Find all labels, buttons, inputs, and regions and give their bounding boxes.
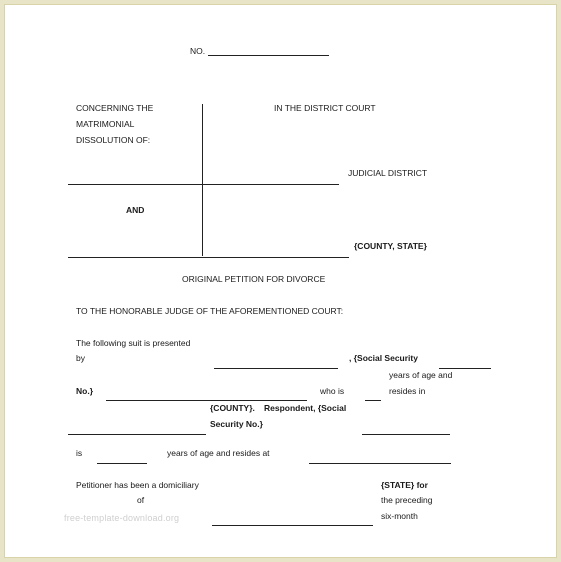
body-no-1: No.} [76, 386, 93, 396]
domicile-line [212, 525, 373, 526]
short-line [365, 400, 381, 401]
respondent-address-line [309, 463, 451, 464]
body-county: {COUNTY}. [210, 403, 255, 413]
body-preceding: the preceding [381, 495, 433, 505]
document-page [4, 4, 557, 558]
caption-left-line-3: DISSOLUTION OF: [76, 135, 151, 145]
body-of: of [137, 495, 145, 505]
body-ssn-2: Security No.} [210, 419, 263, 429]
body-by: by [76, 353, 85, 363]
body-respondent: Respondent, {Social [264, 403, 347, 413]
watermark: free-template-download.org [64, 513, 180, 523]
caption-right-line-2: JUDICIAL DISTRICT [348, 168, 428, 178]
body-ssn-1: , {Social Security [349, 353, 418, 363]
caption-rule-1 [68, 184, 339, 185]
caption-rule-2 [68, 257, 349, 258]
body-is: is [76, 448, 83, 458]
salutation: TO THE HONORABLE JUDGE OF THE AFOREMENTIONED COURT: [76, 306, 344, 316]
document-title: ORIGINAL PETITION FOR DIVORCE [182, 274, 326, 284]
respondent-ssn-line [362, 434, 450, 435]
caption-left-line-1: CONCERNING THE [76, 103, 154, 113]
petitioner-age-line [439, 368, 491, 369]
body-six-month: six-month [381, 511, 418, 521]
caption-divider-vertical [202, 104, 203, 256]
respondent-name-line [68, 434, 206, 435]
respondent-age-line [97, 463, 147, 464]
case-number-label: NO. [190, 46, 206, 56]
caption-right-line-3: {COUNTY, STATE} [354, 241, 427, 251]
body-resides-in: resides in [389, 386, 426, 396]
caption-and: AND [126, 205, 145, 215]
body-years-1: years of age and [389, 370, 453, 380]
petitioner-ssn-line [106, 400, 307, 401]
body-who-is: who is [320, 386, 345, 396]
case-number-line [208, 55, 329, 56]
petitioner-name-line [214, 368, 338, 369]
body-state: {STATE} for [381, 480, 428, 490]
body-line-1: The following suit is presented [76, 338, 191, 348]
caption-right-line-1: IN THE DISTRICT COURT [274, 103, 376, 113]
body-years-2: years of age and resides at [167, 448, 270, 458]
caption-left-line-2: MATRIMONIAL [76, 119, 135, 129]
body-petitioner: Petitioner has been a domiciliary [76, 480, 199, 490]
